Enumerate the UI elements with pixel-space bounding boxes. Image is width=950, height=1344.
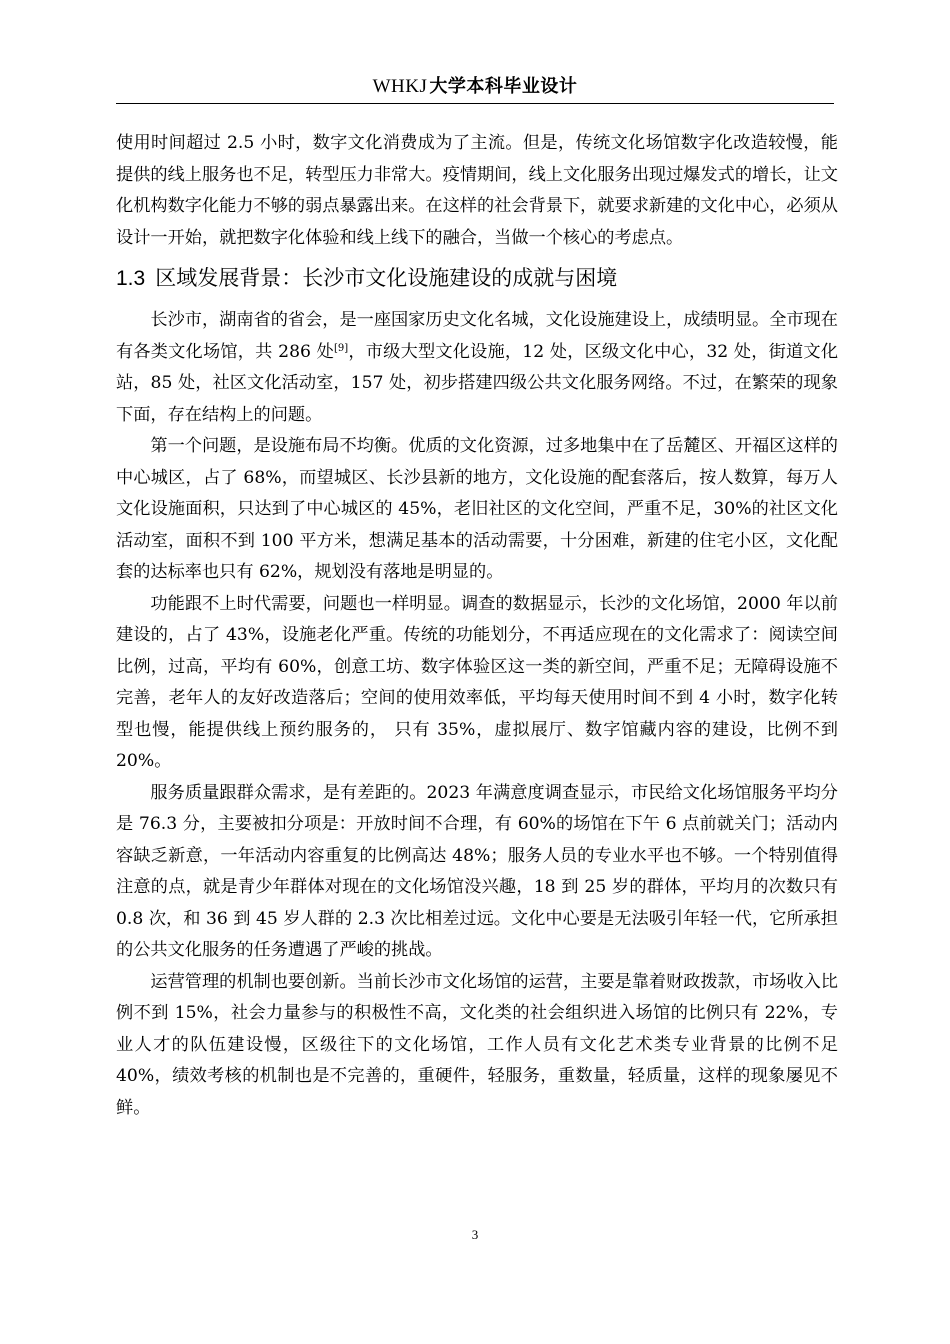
- paragraph-function-lag: 功能跟不上时代需要，问题也一样明显。调查的数据显示，长沙的文化场馆，2000 年以前建设的，占了 43%，设施老化严重。传统的功能划分，不再适应现在的文化需求了：阅读空间比例，过高，平均有 60%，创意工坊、数字体验区这一类的新空间，严重不足；无障碍设施不完善，老年人的友好改造落后；空间的使用效率低，平均每天使用时间不到 4 小时，数字化转型也慢，能提供线上预约服务的， 只有 35%，虚拟展厅、数字馆藏内容的建设，比例不到 20%。: [116, 593, 838, 771]
- page-body: [116, 128, 838, 1124]
- paragraph-text: 长沙市，湖南省的省会，是一座国家历史文化名城，文化设施建设上，成绩明显。全市现在有各类文化场馆，共 286 处: [116, 310, 838, 362]
- paragraph-continued: 使用时间超过 2.5 小时，数字文化消费成为了主流。但是，传统文化场馆数字化改造较慢，能提供的线上服务也不足，转型压力非常大。疫情期间，线上文化服务出现过爆发式的增长，让文化机构数字化能力不够的弱点暴露出来。在这样的社会背景下，就要求新建的文化中心，必须从设计一开始，就把数字化体验和线上线下的融合，当做一个核心的考虑点。: [116, 133, 838, 248]
- section-title: 区域发展背景：长沙市文化设施建设的成就与困境: [155, 266, 618, 290]
- paragraph-service-quality: 服务质量跟群众需求，是有差距的。2023 年满意度调查显示，市民给文化场馆服务平均分是 76.3 分，主要被扣分项是：开放时间不合理，有 60%的场馆在下午 6 点前就关门；活动内容缺乏新意，一年活动内容重复的比例高达 48%；服务人员的专业水平也不够。一个特别值得注意的点，就是青少年群体对现在的文化场馆没兴趣，18 到 25 岁的群体，平均月的次数只有 0.8 次，和 36 到 45 岁人群的 2.3 次比相差过远。文化中心要是无法吸引年轻一代，它所承担的公共文化服务的任务遭遇了严峻的挑战。: [116, 782, 838, 960]
- paragraph-layout-imbalance: 第一个问题，是设施布局不均衡。优质的文化资源，过多地集中在了岳麓区、开福区这样的中心城区，占了 68%，而望城区、长沙县新的地方，文化设施的配套落后，按人数算，每万人文化设施面积，只达到了中心城区的 45%，老旧社区的文化空间，严重不足，30%的社区文化活动室，面积不到 100 平方米，想满足基本的活动需要，十分困难，新建的住宅小区，文化配套的达标率也只有 62%，规划没有落地是明显的。: [116, 436, 838, 582]
- paragraph-text: ，市级大型文化设施，12 处，区级文化中心，32 处，街道文化站，85 处，社区文化活动室，157 处，初步搭建四级公共文化服务网络。不过，在繁荣的现象下面，存在结构上的问题。: [116, 341, 839, 425]
- section-number: 1.3: [116, 267, 146, 290]
- header-rule: [116, 103, 834, 104]
- paragraph-changsha-overview: [116, 305, 838, 431]
- page-header: [0, 72, 950, 98]
- paragraph-operation-mechanism: 运营管理的机制也要创新。当前长沙市文化场馆的运营，主要是靠着财政拨款，市场收入比例不到 15%，社会力量参与的积极性不高，文化类的社会组织进入场馆的比例只有 22%，专业人才的队伍建设慢，区级往下的文化场馆，工作人员有文化艺术类专业背景的比例不足 40%，绩效考核的机制也是不完善的，重硬件，轻服务，重数量，轻质量，这样的现象屡见不鲜。: [116, 971, 838, 1118]
- section-heading: [116, 262, 838, 295]
- header-title: 大学本科毕业设计: [429, 76, 578, 97]
- citation-marker: [9]: [334, 342, 349, 354]
- header-school-code: WHKJ: [372, 76, 428, 97]
- page-number: 3: [471, 1227, 479, 1242]
